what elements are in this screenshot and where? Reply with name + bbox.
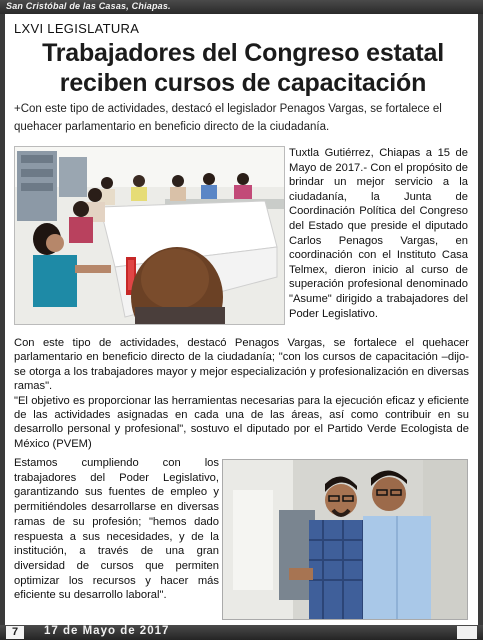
lead-paragraph: +Con este tipo de actividades, destacó el legislador Penagos Vargas, se fortalece el quehacer parlamentario en beneficio directo de la ciudadanía. bbox=[14, 103, 442, 133]
photo-meeting-illustration bbox=[15, 147, 285, 325]
article-paragraph-1: Tuxtla Gutiérrez, Chiapas a 15 de Mayo de 2017.- Con el propósito de brindar un mejor servicio a la ciudadanía, la Junta de Coordinación Política del Congreso del Estado que preside el diputado Carlos Penagos Vargas, en coordinación con el Instituto Casa Telmex, dieron inicio al curso de superación profesional denominado "Asume" dirigido a trabajadores del Poder Legislativo. bbox=[289, 147, 468, 320]
headline-line2: reciben cursos de capacitación bbox=[59, 69, 427, 97]
article-paragraph-3: "El objetivo es proporcionar las herramientas necesarias para la ejecución eficaz y eficiente de las actividades asignadas en cada una de las áreas, así como contribuir en su desarrollo personal y profesional", sostuvo el diputado por el Partido Verde Ecologista de México (PVEM) bbox=[14, 394, 469, 450]
footer-date: 17 de Mayo de 2017 bbox=[44, 625, 170, 637]
headline-line1: Trabajadores del Congreso estatal bbox=[42, 39, 444, 67]
article-body-wide bbox=[14, 336, 469, 451]
footer-end-box bbox=[457, 626, 477, 639]
top-bar bbox=[0, 0, 483, 14]
photo-speakers-illustration bbox=[223, 460, 468, 620]
photo-meeting bbox=[14, 146, 285, 325]
headline bbox=[14, 38, 472, 98]
header-location: San Cristóbal de las Casas, Chiapas. bbox=[6, 1, 171, 11]
article-paragraph-2: Con este tipo de actividades, destacó Penagos Vargas, se fortalece el quehacer parlamentario en beneficio directo de la ciudadanía; "con los cursos de capacitación –dijo- se otorga a los trabajadores mayor y mejor especialización y profesionalización en diversas ramas". bbox=[14, 337, 469, 393]
article-paragraph-4: Estamos cumpliendo con los trabajadores del Poder Legislativo, garantizando sus fuentes de empleo y permitiéndoles desarrollarse en diversas ramas de su profesión; "hemos dado respuesta a sus necesidades, y de la institución, a través de una gran diversidad de cursos que permiten optimizar los recursos y hacer más eficiente su desarrollo laboral". bbox=[14, 457, 219, 602]
photo-speakers bbox=[222, 459, 468, 620]
footer-bar bbox=[0, 625, 483, 640]
section-label: LXVI LEGISLATURA bbox=[14, 21, 140, 36]
page-number: 7 bbox=[6, 626, 24, 639]
